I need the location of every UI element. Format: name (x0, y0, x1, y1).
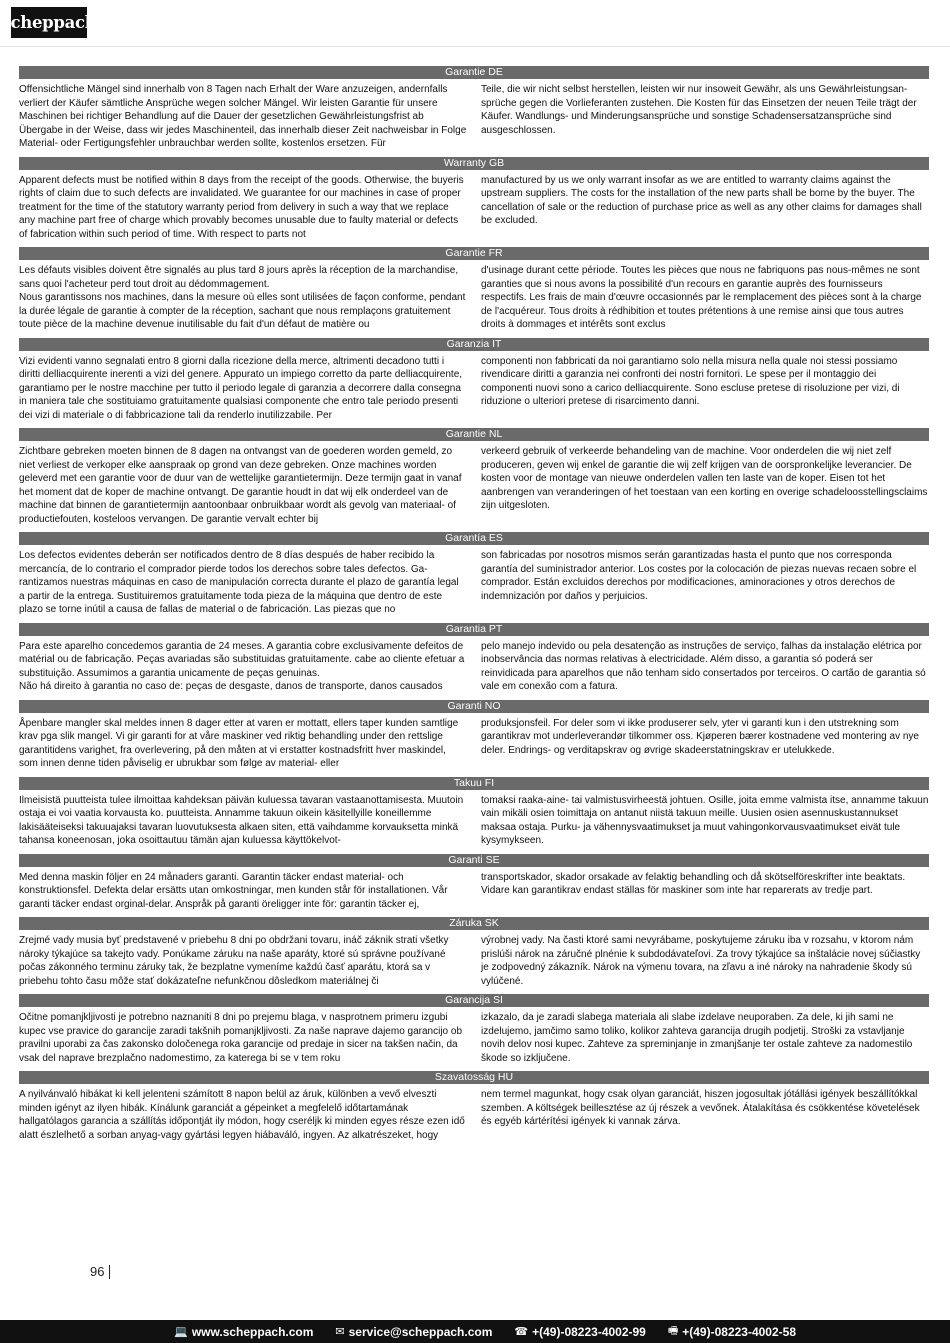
right-column (481, 445, 929, 526)
paragraph: Offensichtliche Mängel sind innerhalb von 8 Tagen nach Erhalt der Ware anzuzeigen, andernfalls verliert der Käufer sämtliche Ansprüche wegen solcher Mängel. Wir leisten Garantie für unsere Maschinen bei richtiger Behandlung auf die Dauer der gesetzlichen Gewährleistungsfrist ab Übergabe in der Weise, dass wir jedes Maschinenteil, das innerhalb dieser Zeit nachweisbar in Folge Material- oder Fertigungsfehler unbrauchbar werden sollte, kostenlos ersetzen. Für (19, 84, 467, 149)
paragraph: Les défauts visibles doivent être signalés au plus tard 8 jours après la réception de la marchandise, sans quoi l'acheteur perd tout droit au dédommagement. (19, 265, 459, 290)
section-columns (19, 264, 929, 332)
paragraph: Nous garantissons nos machines, dans la mesure où elles sont utilisées de façon conforme, pendant la durée légale de garantie à compter de la réception, sachant que nous remplaçons gratuitement toute pièce de la machine devenue inutilisable du fait d'un défaut de matière ou (19, 292, 466, 330)
section-title: Takuu FI (19, 777, 929, 790)
warranty-section (19, 917, 929, 988)
left-column (19, 445, 467, 526)
left-column (19, 640, 467, 694)
paragraph: Vizi evidenti vanno segnalati entro 8 giorni dalla ricezione della merce, altrimenti decadono tutti i diritti delliacquirente inerenti a vizi del genere. Appurato un impiego corretto da parte delliacquirente, garantiamo per le nostre macchine per tutto il periodo legale di garanzia a decorrere dalla consegna in maniera tale che sostituiamo gratuitamente qualsiasi componente che entro tale periodo presenti dei vizi di materiale o di fabbricazione tali da renderlo inutilizzabile. Per (19, 355, 463, 421)
section-columns (19, 1011, 929, 1065)
section-columns (19, 174, 929, 242)
section-columns (19, 794, 929, 848)
fax-number: +(49)-08223-4002-58 (682, 1324, 796, 1339)
paragraph: son fabricadas por nosotros mismos serán garantizadas hasta el punto que nos corresponda garantía del suministrador anterior. Los costes por la colocación de piezas nuevas recaen sobre el comprador. Están excluidos derechos por modificaciones, aminoraciones y otros derechos de indemnización por daños y perjuicios. (481, 550, 917, 602)
warranty-section (19, 777, 929, 848)
right-column (481, 871, 929, 912)
section-columns (19, 717, 929, 771)
paragraph: Apparent defects must be notified within 8 days from the receipt of the goods. Otherwise, the buyeris rights of claim due to such defects are invalidated. We guarantee for our machines in case of proper treatment for the time of the statutory warranty period from delivery in such a way that we replace any machine part free of charge which provably becomes unusable due to faulty material or defects of fabrication within such period of time. With respect to parts not (19, 174, 464, 240)
right-column (481, 1088, 929, 1142)
warranty-section (19, 428, 929, 526)
phone-number: +(49)-08223-4002-99 (532, 1324, 646, 1339)
email-link[interactable]: service@scheppach.com (348, 1324, 493, 1339)
footer-fax (668, 1322, 796, 1341)
left-column (19, 871, 467, 912)
right-column (481, 640, 929, 694)
warranty-section (19, 623, 929, 694)
paragraph: Med denna maskin följer en 24 månaders garanti. Garantin täcker endast material- och konstruktionsfel. Defekta delar ersätts utan omkostningar, men kunden står för installationen. Vår garanti täcker endast orginal-delar. Anspråk på garanti öreligger inte för: garantin täcker ej, (19, 871, 448, 910)
section-columns (19, 549, 929, 617)
paragraph: manufactured by us we only warrant insofar as we are entitled to warranty claims against the upstream suppliers. The costs for the installation of the new parts shall be borne by the buyer. The cancellation of sale or the reduction of purchase price as well as any other claims for damages shall be excluded. (481, 174, 922, 226)
paragraph: Åpenbare mangler skal meldes innen 8 dager etter at varen er mottatt, ellers taper kunden samtlige krav pga slik mangel. Vi gir garanti for at våre maskiner ved riktig behandling under den rettslige garantitidens varighet, fra overlevering, på den måten at vi erstatter kostnadsfritt hver maskindel, som innen denne tiden påviselig er ubrukbar som følge av material- eller (19, 717, 459, 769)
warranty-section (19, 1071, 929, 1142)
paragraph: Zrejmé vady musia byť predstavené v priebehu 8 dni po obdržani tovaru, ináč záknik strati všetky nároky týkajúce sa takejto vady. Ponúkame záruku na naše aparáty, ktoré sú správne používané počas zákonného terminu záruky tak, že bezplatne vymeníme každú časť aparátu, ktorá sa v priebehu tohto času môže stať dokázateľne nefunkčnou dôsledkom materiálnej či (19, 935, 449, 987)
section-columns (19, 1088, 929, 1142)
header (0, 0, 950, 47)
section-title: Garantie NL (19, 428, 929, 441)
fax-icon: 🖷 (667, 1325, 679, 1337)
section-columns (19, 934, 929, 988)
website-link[interactable]: www.scheppach.com (191, 1324, 314, 1339)
paragraph: pelo manejo indevido ou pela desatenção as instruções de serviço, falhas da instalação elétrica por inobservância das normas relativas à electricidade. Além disso, a garantia só poderá ser reinvidicada para aparelhos que não tenham sido consertados por terceiros. O cartão de garantia só vale em conexão com a fatura. (481, 640, 926, 692)
left-column (19, 549, 467, 617)
section-columns (19, 83, 929, 151)
left-column (19, 717, 467, 771)
mail-icon: ✉ (335, 1326, 345, 1338)
section-columns (19, 445, 929, 526)
left-column (19, 355, 467, 423)
warranty-section (19, 854, 929, 912)
warranty-section (19, 532, 929, 617)
paragraph: Para este aparelho concedemos garantia de 24 meses. A garantia cobre exclusivamente defeitos de matérial ou de fabricação. Peças avariadas são substituidas gratuitamente. cabe ao cliente efetuar a substituição. Assumimos a garantia unicamente de peças genuinas. (19, 640, 465, 679)
section-columns (19, 640, 929, 694)
paragraph: výrobnej vady. Na časti ktoré sami nevyrábame, poskytujeme záruku iba v rozsahu, v ktorom nám prislúši nárok na záručné plnénie k subdodávateľovi. Za trovy týkajúce sa inštalácie novej súčiastky je zodpovedný zákazník. Nárok na výmenu tovara, na zľavu a iné nároky na nahradenie škody sú vylúčené. (481, 935, 921, 987)
section-title: Garantie DE (19, 66, 929, 79)
paragraph: nem termel magunkat, hogy csak olyan garanciát, hiszen jogosultak jótállási igények beszállítókkal szemben. A költségek beillesztése az új részek a vevőnek. Átalakítása és csökkentése követelések és egyéb kártérítési igények ki vannak zárva. (481, 1089, 920, 1127)
paragraph: Očitne pomanjkljivosti je potrebno naznaniti 8 dni po prejemu blaga, v nasprotnem primeru izgubi kupec vse pravice do garancije zaradi takšnih pomanjkljivosti. Za naše naprave dajemo garancijo ob pravilni uporabi za čas zakonsko določenega roka garancije od predaje in sicer na takšen način, da vsak del naprave brezplačno nadomestimo, za katerega bi se v tem roku (19, 1012, 463, 1064)
left-column (19, 264, 467, 332)
section-title: Garantia PT (19, 623, 929, 636)
paragraph: Zichtbare gebreken moeten binnen de 8 dagen na ontvangst van de goederen worden gemeld, zo niet verliest de verkoper elke aanspraak op grond van deze gebreken. Onze machines worden geleverd met een garantie voor de duur van de wettelijke garantietermijn. Deze termijn gaat in vanaf het moment dat de koper de machine ontvangt. De garantie houdt in dat wij elk onderdeel van de machine dat binnen de garantietermijn aantoonbaar onbruikbaar wordt als gevolg van materiaal- of productiefouten, kosteloos vervangen. De garantie vervalt echter bij (19, 446, 462, 525)
right-column (481, 355, 929, 423)
page-number: 96 (90, 1265, 110, 1279)
paragraph: izkazalo, da je zaradi slabega materiala ali slabe izdelave neuporaben. Za dele, ki jih sami ne izdelujemo, jamčimo samo toliko, kolikor zahteva garancija drugih podjetij. Stroški za vstavljanje novih delov nosi kupec. Zahteve za spreminjanje in zmanjšanje ter ostale zahteve za nadomestilo škode so izključene. (481, 1012, 913, 1064)
footer-website[interactable] (174, 1325, 313, 1339)
section-title: Garantie FR (19, 247, 929, 260)
paragraph: Los defectos evidentes deberán ser notificados dentro de 8 días después de haber recibido la mercancía, de lo contrario el comprador pierde todos los derechos sobre tales defectos. Garantizamos nuestras máquinas en caso de manipulación correcta durante el plazo de garantía legal a partir de la entrega. Sustituiremos gratuitamente toda pieza de la máquina que dentro de este plazo se torne inútil a causa de fallas de material o de fabricación. Las piezas que no (19, 550, 459, 615)
paragraph: d'usinage durant cette période. Toutes les pièces que nous ne fabriquons pas nous-mêmes ne sont garanties que si nous avons la possibilité d'un recours en garantie auprès des fournisseurs respectifs. Les frais de main d'œuvre occasionnés par le remplacement des pièces sont à la charge de l'acquéreur. Tous droits à rédhibition et toutes prétentions à une remise ainsi que tous autres droits à dommages et intérêts sont exclus (481, 265, 922, 330)
brand-logo[interactable]: scheppach (11, 7, 87, 38)
left-column (19, 794, 467, 848)
paragraph: produksjonsfeil. For deler som vi ikke produserer selv, yter vi garanti kun i den utstrekning som garantikrav mot underleverandør tilkommer oss. Kjøperen bærer kostnadene ved montering av nye deler. Endrings- og verditapskrav og øvrige skadeerstatningskrav er utelukkede. (481, 717, 919, 756)
right-column (481, 717, 929, 771)
section-title: Garantía ES (19, 532, 929, 545)
section-title: Garancija SI (19, 994, 929, 1007)
phone-icon: ☎ (514, 1326, 529, 1338)
right-column (481, 264, 929, 332)
right-column (481, 83, 929, 151)
section-title: Garanti NO (19, 700, 929, 713)
section-title: Garanti SE (19, 854, 929, 867)
right-column (481, 794, 929, 848)
paragraph: Não há direito à garantia no caso de: peças de desgaste, danos de transporte, danos causados (19, 681, 443, 692)
paragraph: Teile, die wir nicht selbst herstellen, leisten wir nur insoweit Gewähr, als uns Gewährleistungsansprüche gegen die Vorlieferanten zustehen. Die Kosten für das Einsetzen der neuen Teile trägt der Käufer. Wandlungs- und Minderungsansprüche und sonstige Schadensersatzansprüche sind ausgeschlossen. (481, 84, 917, 136)
footer-bar (0, 1320, 950, 1343)
warranty-sections (19, 66, 929, 1148)
warranty-section (19, 247, 929, 332)
section-columns (19, 355, 929, 423)
paragraph: tomaksi raaka-aine- tai valmistusvirheestä johtuen. Osille, joita emme valmista itse, annamme takuun vain mikäli osien toimittaja on antanut niistä takuun meille. Uusien osien asennuskustannukset maksaa ostaja. Purku- ja vähennysvaatimukset ja muut vahingonkorvausvaatimukset eivät tule kysymykseen. (481, 794, 929, 846)
footer-email[interactable] (335, 1325, 492, 1339)
paragraph: transportskador, skador orsakade av felaktig behandling och då skötselföreskrifter inte beaktats. Vidare kan garantikrav endast ställas för maskiner som inte har reparerats av tredje part. (481, 871, 906, 896)
section-title: Szavatosság HU (19, 1071, 929, 1084)
section-title: Warranty GB (19, 157, 929, 170)
left-column (19, 83, 467, 151)
warranty-section (19, 994, 929, 1065)
paragraph: A nyilvánvaló hibákat ki kell jelenteni számított 8 napon belül az áruk, különben a vevő elveszti minden igényt az ilyen hibák. Kínálunk garanciát a gépeinket a megfelelő időtartamának hallgatólagos garancia a szállítás időpontját ily módon, hogy cseréljk ki minden egyes része ezen idő alatt észlelhető a sorban anyag-vagy gyártási legyen hiábaváló, ingyen. Az alkatrészeket, hogy (19, 1089, 465, 1141)
left-column (19, 934, 467, 988)
right-column (481, 549, 929, 617)
warranty-section (19, 700, 929, 771)
paragraph: componenti non fabbricati da noi garantiamo solo nella misura nella quale noi stessi possiamo rivendicare diritti a garanzia nei confronti dei nostri fornitori. Le spese per il montaggio dei componenti nuovi sono a carico delliacquirente. Sono escluse pretese di risoluzione per vizi, di riduzione o ulteriori pretese di risarcimento danni. (481, 355, 900, 407)
right-column (481, 174, 929, 242)
paragraph: Ilmeisistä puutteista tulee ilmoittaa kahdeksan päivän kuluessa tavaran vastaanottamisesta. Muutoin ostaja ei voi vaatia korvausta ko. puutteista. Annamme takuun oikein käsitellyille koneillemme lakisääteiseksi takuuajaksi tavaran luovutuksesta alkaen siten, että vaihdamme korvauksetta minkä tahansa koneenosan, joka osoittautuu tämän ajan kuluessa käyttökelvot- (19, 794, 464, 846)
right-column (481, 1011, 929, 1065)
warranty-section (19, 338, 929, 423)
section-title: Garanzia IT (19, 338, 929, 351)
right-column (481, 934, 929, 988)
warranty-section (19, 66, 929, 151)
computer-icon: 💻 (174, 1326, 188, 1338)
left-column (19, 1088, 467, 1142)
section-title: Záruka SK (19, 917, 929, 930)
left-column (19, 174, 467, 242)
section-columns (19, 871, 929, 912)
footer-phone (514, 1325, 645, 1339)
left-column (19, 1011, 467, 1065)
warranty-section (19, 157, 929, 242)
paragraph: verkeerd gebruik of verkeerde behandeling van de machine. Voor onderdelen die wij niet zelf produceren, geven wij enkel de garantie die wij zelf krijgen van de oorspronkelijke leverancier. De kosten voor de montage van nieuwe onderdelen vallen ten laste van de koper. Eisen tot het aanbrengen van veranderingen of het toestaan van een korting en overige schadeloosstellingsclaims zijn uitgesloten. (481, 446, 928, 511)
